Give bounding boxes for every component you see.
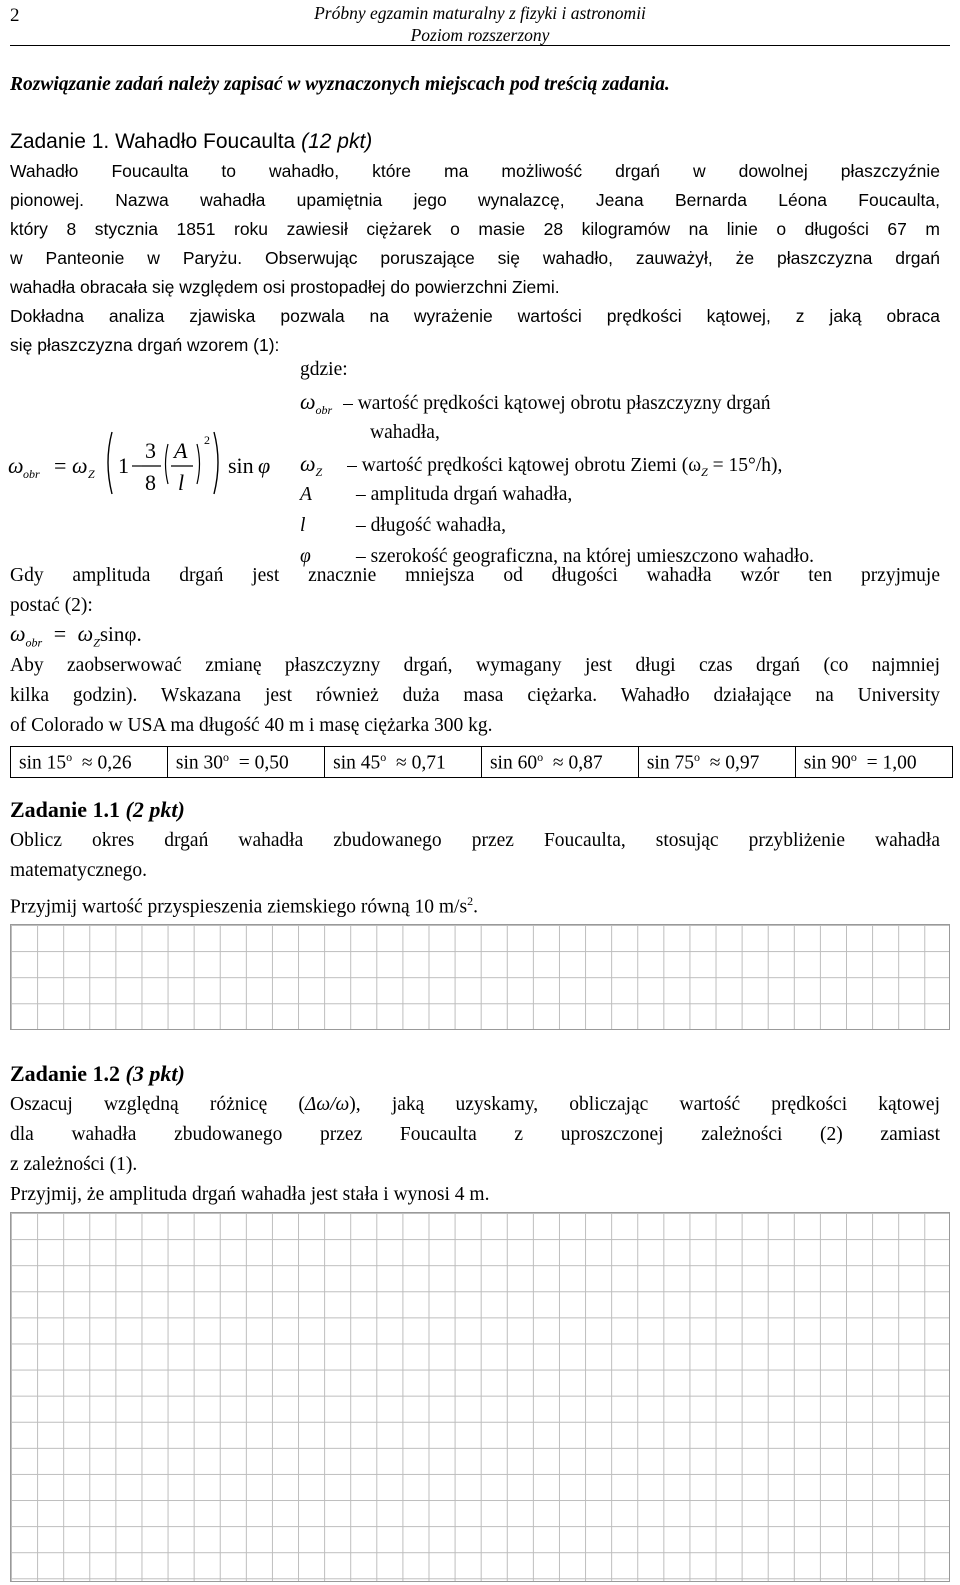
task1-p1-line: w Panteonie w Paryżu. Obserwując poruszające się wahadło, zauważył, że płaszczyzna drgań [10,248,940,268]
task1-p1-line: pionowej. Nazwa wahadła upamiętnia jego wynalazcę, Jeana Bernarda Léona Foucaulta, [10,190,940,210]
task1-p3-line: kilka godzin). Wskazana jest również duża masa ciężarka. Wahadło działające na University [10,685,940,706]
def-text: – szerokość geograficzna, na której umieszczono wahadło. [356,546,815,567]
sin-value: 1,00 [882,752,917,774]
sin-value: 0,50 [254,752,289,774]
def-symbol: A [300,484,312,505]
task1-title [10,128,372,156]
def-text-end: = 15°/h), [707,455,783,476]
sin-value: 0,26 [97,752,132,774]
def-text: – długość wahadła, [356,515,507,536]
sin-rel: ≈ [552,752,564,774]
sin-deg: o [66,749,73,764]
sin-deg: o [223,749,229,764]
task1-p3-line: Aby zaobserwować zmianę płaszczyzny drgań, wymagany jest długi czas drgań (co najmniej [10,655,940,676]
page-number: 2 [10,5,20,26]
task1-p1-line: Dokładna analiza zjawiska pozwala na wyrażenie wartości prędkości kątowej, z jaką obraca [10,306,940,326]
task1-paragraph-3 [10,651,940,741]
formula1-eight: 8 [145,470,156,495]
def-symbol: l [300,515,306,536]
formula1-eq: = [54,453,67,478]
table-row [11,747,953,778]
sin-rel: ≈ [709,752,721,774]
definition-omega-z [300,450,940,481]
sin-rel: = [866,752,878,774]
sin-cell [638,747,795,778]
def-symbol: ω [300,389,316,414]
def-symbol: ω [300,451,316,476]
formula1-omega: ω [8,453,24,478]
formula1-inner-paren-right [197,444,200,484]
definitions-list [300,388,940,574]
task1-p2-line: postać (2): [10,595,93,616]
def-symbol-sub: Z [315,464,323,479]
sin-cell [481,747,638,778]
def-text: – wartość prędkości kątowej obrotu Ziemi (ω [347,455,702,476]
formula1-obr: obr [23,467,40,481]
task1-p1-line: który 8 stycznia 1851 roku zawiesił ciężarek o masie 28 kilogramów na linie o długości 67 m [10,219,940,239]
task12-line: dla wahadła zbudowanego przez Foucaulta z uproszczonej zależności (2) zamiast [10,1124,940,1145]
definition-continuation [300,419,940,450]
sin-label: sin 15 [19,752,67,774]
header-title-line2: Poziom rozszerzony [410,25,550,45]
sin-label: sin 30 [175,752,223,774]
definition-amplitude [300,481,940,512]
task12-line: z zależności (1). [10,1154,138,1175]
header-title [0,2,960,46]
sin-deg: o [380,749,387,764]
formula1-sq: 2 [204,433,210,447]
task1-p3-line: of Colorado w USA ma długość 40 m i masę ciężarka 300 kg. [10,715,493,736]
definition-omega-obr [300,388,940,419]
header-rule [10,45,950,46]
task12-points: (3 pkt) [125,1061,185,1086]
task11-title [10,796,185,824]
sin-cell [325,747,482,778]
sin-value: 0,87 [568,752,603,774]
definition-length [300,512,940,543]
formula2-omegaZ: ω [77,621,94,646]
task11-body [10,826,940,923]
task11-line: matematycznego. [10,860,147,881]
formula2-eq: = [53,621,67,646]
task11-line: Oblicz okres drgań wahadła zbudowanego przez Foucaulta, stosując przybliżenie wahadła [10,830,940,851]
task11-line3-sup: 2 [467,894,474,908]
gdzie-label: gdzie: [300,359,348,380]
sin-label: sin 90 [803,752,851,774]
task12-title [10,1060,185,1088]
task1-points: (12 pkt) [301,130,373,153]
formula1-inner-paren-left [166,444,169,484]
header-title-line1: Próbny egzamin maturalny z fizyki i astronomii [314,3,646,23]
sin-label: sin 75 [646,752,694,774]
formula2-rest: sinφ. [99,622,142,646]
formula2-omega: ω [10,621,26,646]
formula1-three: 3 [145,438,156,463]
formula1-l: l [178,470,185,495]
sin-cell [11,747,168,778]
task11-line-3 [10,886,940,923]
sin-deg: o [850,749,857,764]
def-text: – wartość prędkości kątowej obrotu płaszczyzny drgań [343,393,771,414]
task11-line3-text: Przyjmij wartość przyspieszenia ziemskiego równą 10 m/s [10,896,468,918]
sin-label: sin 60 [489,752,538,774]
sin-cell [167,747,324,778]
task1-p1-line: się płaszczyzna drgań wzorem (1): [10,335,280,355]
task11-line3-end: . [473,896,478,918]
def-text: – amplituda drgań wahadła, [356,484,573,505]
sin-deg: o [693,749,700,764]
sin-value: 0,71 [411,752,446,774]
sin-cell [795,747,952,778]
answer-grid-task12[interactable] [10,1212,950,1582]
sin-rel: = [238,752,250,774]
task12-line: Przyjmij, że amplituda drgań wahadła jest stała i wynosi 4 m. [10,1184,490,1205]
formula-1 [8,420,278,510]
task12-line1-formula: Δω/ω [304,1094,350,1115]
task1-p2-line: Gdy amplituda drgań jest znacznie mniejsza od długości wahadła wzór ten przyjmuje [10,565,940,586]
instruction: Rozwiązanie zadań należy zapisać w wyznaczonych miejscach pod treścią zadania. [10,74,670,95]
formula1-phi: φ [258,453,271,478]
task12-line1-text: Oszacuj względną różnicę ( [10,1094,305,1115]
task12-body [10,1090,940,1210]
task12-title-text: Zadanie 1.2 [10,1061,126,1086]
formula2-Z: Z [93,635,100,650]
def-text-sub: Z [701,464,708,479]
task11-title-text: Zadanie 1.1 [10,797,126,822]
sin-values-table [10,746,953,778]
formula1-one: 1 [118,453,129,478]
task12-line-1 [10,1090,940,1120]
sin-value: 0,97 [725,752,760,774]
formula1-paren-left [108,432,112,494]
formula1-omegaZ: ω [72,453,88,478]
task12-line1-end: ), jaką uzyskamy, obliczając wartość prędkości kątowej [349,1094,941,1115]
def-symbol-sub: obr [315,402,333,417]
sin-rel: ≈ [81,752,93,774]
sin-deg: o [537,749,544,764]
def-symbol: φ [300,546,311,567]
def-text: wahadła, [370,422,440,443]
sin-rel: ≈ [396,752,407,774]
formula1-sin: sin [228,453,254,478]
sin-label: sin 45 [333,752,381,774]
answer-grid-task11[interactable] [10,924,950,1030]
formula1-paren-right [214,432,218,494]
task1-paragraph-2 [10,561,940,621]
task1-p1-line: wahadła obracała się względem osi prostopadłej do powierzchni Ziemi. [10,277,560,297]
formula1-A: A [174,438,188,463]
task1-p1-line: Wahadło Foucaulta to wahadło, które ma możliwość drgań w dowolnej płaszczyźnie [10,161,940,181]
task1-title-text: Zadanie 1. Wahadło Foucaulta [10,130,302,153]
task11-points: (2 pkt) [125,797,185,822]
formula1-Z: Z [88,467,95,481]
task1-paragraph-1 [10,157,940,360]
formula2-obr: obr [25,635,43,650]
